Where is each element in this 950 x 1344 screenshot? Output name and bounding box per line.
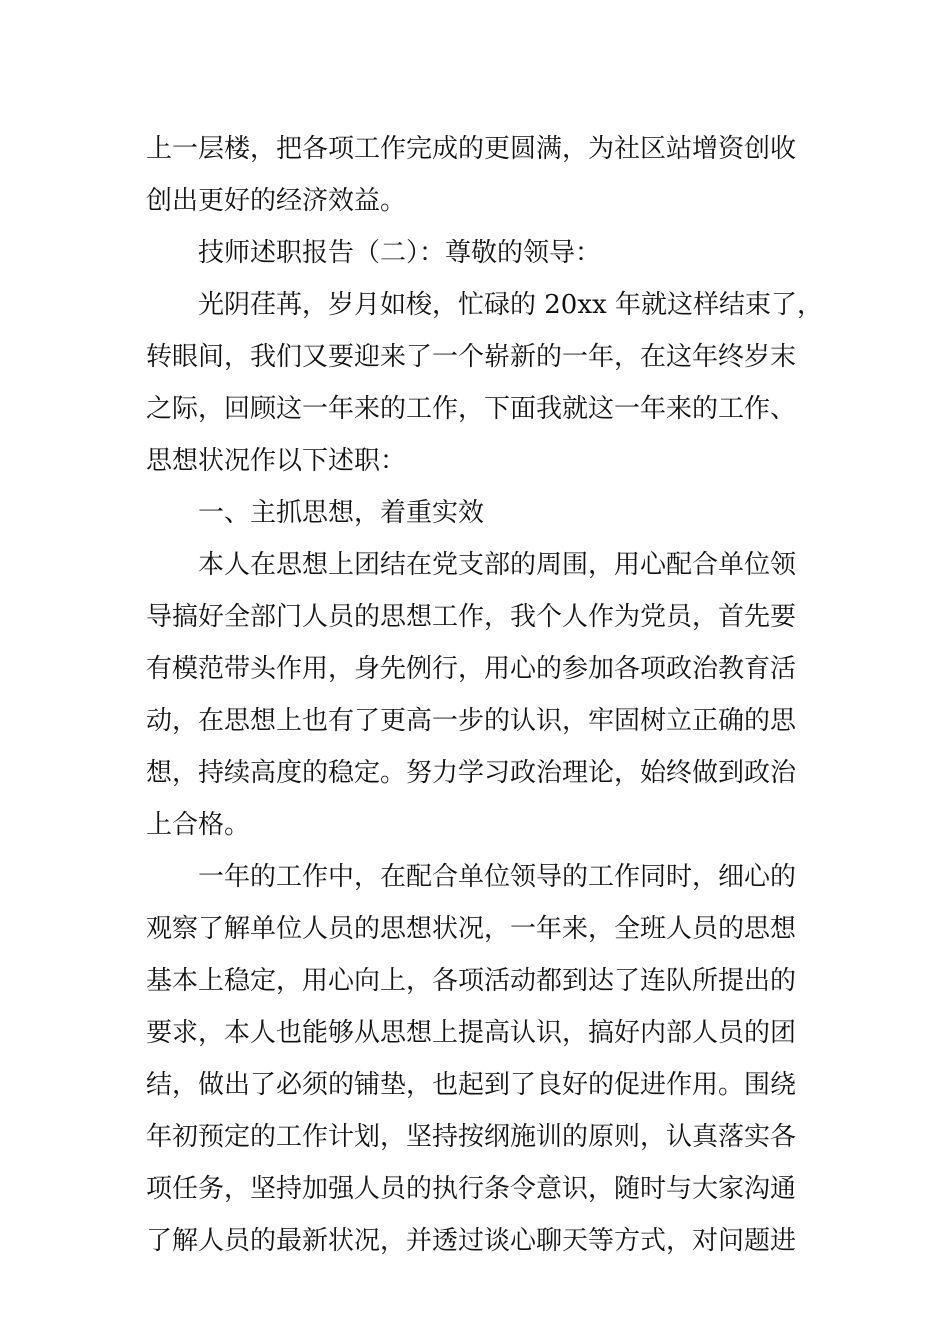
text-line-20: 年初预定的工作计划，坚持按纲施训的原则，认真落实各 <box>146 1122 797 1152</box>
text-line-2: 创出更好的经济效益。 <box>146 186 407 216</box>
text-line-11: 有模范带头作用，身先例行，用心的参加各项政治教育活 <box>146 654 797 684</box>
text-line-15: 一年的工作中，在配合单位领导的工作同时，细心的 <box>198 862 797 892</box>
text-line-1: 上一层楼，把各项工作完成的更圆满，为社区站增资创收 <box>146 134 797 164</box>
text-line-17: 基本上稳定，用心向上，各项活动都到达了连队所提出的 <box>146 966 797 996</box>
text-line-12: 动，在思想上也有了更高一步的认识，牢固树立正确的思 <box>146 706 797 736</box>
text-line-22: 了解人员的最新状况，并透过谈心聊天等方式，对问题进 <box>146 1226 797 1256</box>
text-line-21: 项任务，坚持加强人员的执行条令意识，随时与大家沟通 <box>146 1174 797 1204</box>
text-line-10: 导搞好全部门人员的思想工作，我个人作为党员，首先要 <box>146 602 797 632</box>
text-line-6: 之际，回顾这一年来的工作，下面我就这一年来的工作、 <box>146 394 797 424</box>
section-heading-report-two: 技师述职报告（二）：尊敬的领导： <box>198 238 602 268</box>
section-heading-one: 一、主抓思想，着重实效 <box>198 498 485 528</box>
text-line-7: 思想状况作以下述职： <box>146 446 407 476</box>
text-line-18: 要求，本人也能够从思想上提高认识，搞好内部人员的团 <box>146 1018 797 1048</box>
text-line-14: 上合格。 <box>146 810 251 840</box>
text-line-13: 想，持续高度的稳定。努力学习政治理论，始终做到政治 <box>146 758 797 788</box>
text-line-19: 结，做出了必须的铺垫，也起到了良好的促进作用。围绕 <box>146 1070 797 1100</box>
text-line-5: 转眼间，我们又要迎来了一个崭新的一年，在这年终岁末 <box>146 342 797 372</box>
text-line-4: 光阴荏苒，岁月如梭，忙碌的 20xx 年就这样结束了， <box>198 290 823 320</box>
text-line-9: 本人在思想上团结在党支部的周围，用心配合单位领 <box>198 550 797 580</box>
text-line-16: 观察了解单位人员的思想状况，一年来，全班人员的思想 <box>146 914 797 944</box>
